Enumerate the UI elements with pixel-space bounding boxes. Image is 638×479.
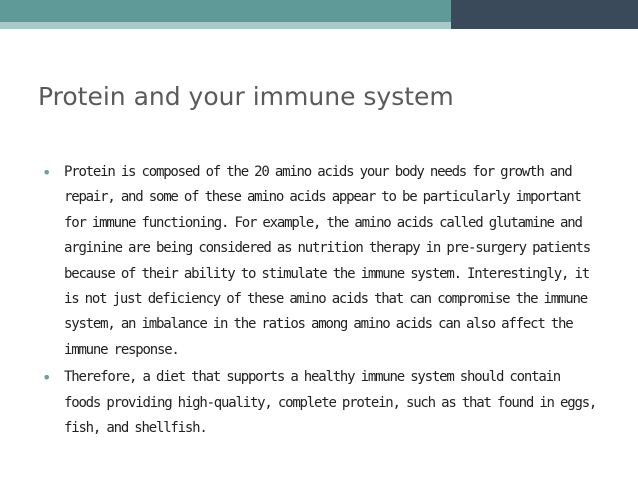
slide-title: Protein and your immune system (38, 82, 454, 111)
bullet-text: Therefore, a diet that supports a healthy immune system should contain foods providing high-quality, complete protein, such as that found in eggs, fish, and shellfish. (64, 369, 597, 437)
bullet-list (42, 160, 602, 443)
bullet-item (42, 365, 602, 441)
bullet-icon: • (42, 163, 52, 182)
header-band-slate (451, 0, 638, 29)
header-band (0, 0, 638, 29)
bullet-item (42, 160, 602, 363)
bullet-icon: • (42, 368, 52, 388)
bullet-text: Protein is composed of the 20 amino acids your body needs for growth and repair, and some of these amino acids appear to be particularly important for immune functioning. For example, the amino acids called glutamine and arginine are being considered as nutrition therapy in pre-surgery patients because of their ability to stimulate the immune system. Interestingly, it is not just deficiency of these amino acids that can compromise the immune system, an imbalance in the ratios among amino acids can also affect the immune response. (64, 164, 590, 358)
